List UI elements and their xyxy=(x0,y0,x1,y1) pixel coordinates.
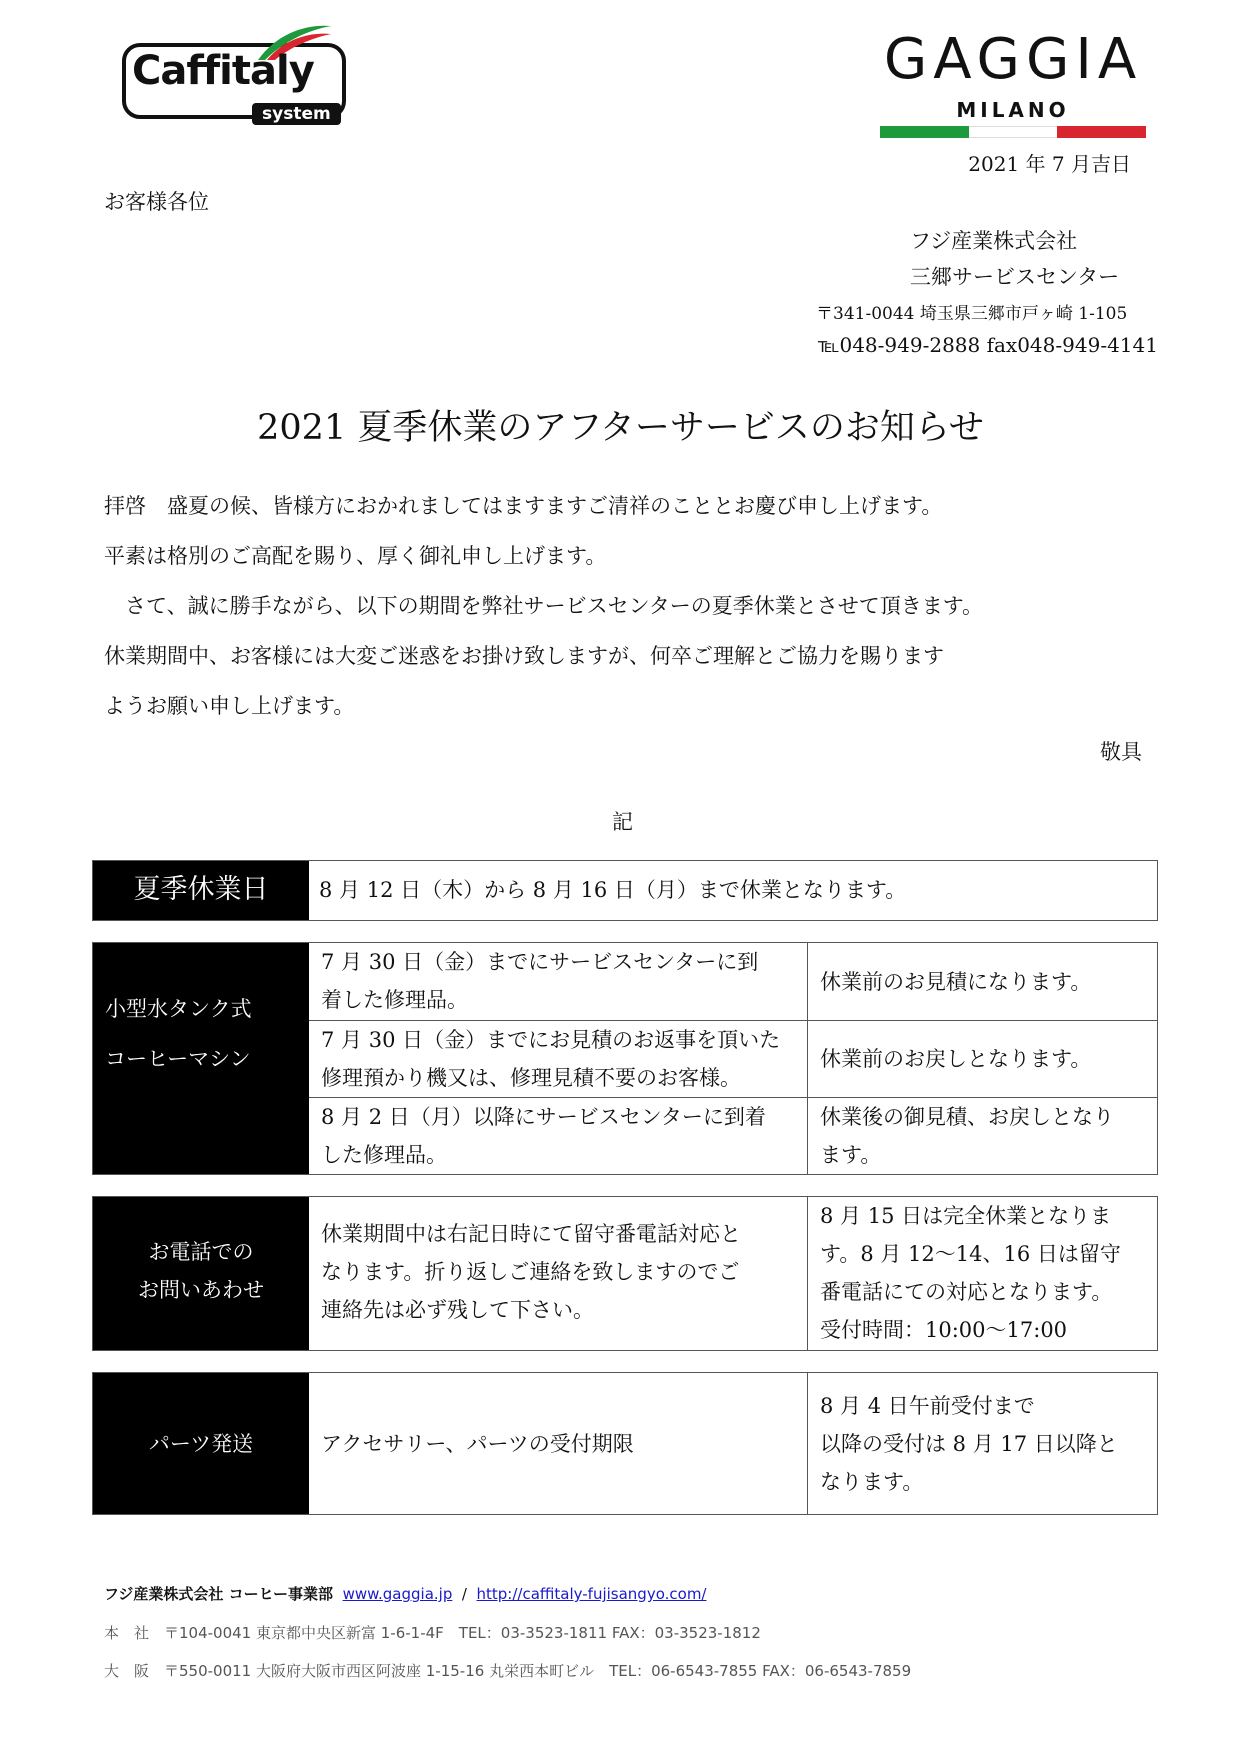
phone-inquiry-desc-line: 連絡先は必ず残して下さい。 xyxy=(321,1298,594,1322)
phone-inquiry-desc-line: なります。折り返しご連絡を致しますのでご xyxy=(321,1260,740,1284)
flag-green xyxy=(880,126,969,138)
caffitaly-link[interactable]: http://caffitaly-fujisangyo.com/ xyxy=(476,1585,707,1603)
footer-links xyxy=(104,1583,706,1604)
phone-inquiry-note-line: 番電話にての対応となります。 xyxy=(820,1280,1113,1304)
phone-inquiry-note-line: す。8 月 12～14、16 日は留守 xyxy=(820,1242,1121,1266)
holiday-header xyxy=(93,861,309,920)
holiday-table xyxy=(92,860,1158,921)
machine-header xyxy=(93,943,309,1174)
divider xyxy=(807,1197,808,1350)
holiday-header-label: 夏季休業日 xyxy=(133,874,269,905)
parts-desc: アクセサリー、パーツの受付期限 xyxy=(321,1432,634,1456)
footer-osaka: 大 阪 〒550-0011 大阪府大阪市西区阿波座 1-15-16 丸栄西本町ビル TEL：06-6543-7855 FAX：06-6543-7859 xyxy=(104,1662,912,1680)
closing: 敬具 xyxy=(1100,740,1142,764)
document-date: 2021 年 7 月吉日 xyxy=(968,152,1131,176)
machine-cond-line: 7 月 30 日（金）までにサービスセンターに到 xyxy=(321,950,759,974)
parts-table xyxy=(92,1372,1158,1515)
body-line: 平素は格別のご高配を賜り、厚く御礼申し上げます。 xyxy=(104,544,607,568)
caffitaly-wordmark: Caffitaly xyxy=(132,48,314,94)
footer-dept: フジ産業株式会社 コーヒー事業部 xyxy=(104,1585,334,1603)
body-line: 拝啓 盛夏の候、皆様方におかれましてはますますご清祥のこととお慶び申し上げます。 xyxy=(104,494,943,518)
sender-phone: ℡048-949-2888 fax048-949-4141 xyxy=(818,333,1158,357)
machine-cond-line: した修理品。 xyxy=(321,1143,447,1167)
phone-inquiry-table xyxy=(92,1196,1158,1351)
sender-company: フジ産業株式会社 xyxy=(910,229,1078,253)
phone-inquiry-header xyxy=(93,1197,309,1350)
flag-white xyxy=(969,126,1058,138)
machine-cond-line: 8 月 2 日（月）以降にサービスセンターに到着 xyxy=(321,1105,766,1129)
parts-note-line: 8 月 4 日午前受付まで xyxy=(820,1394,1035,1418)
parts-header xyxy=(93,1373,309,1514)
body-line: さて、誠に勝手ながら、以下の期間を弊社サービスセンターの夏季休業とさせて頂きます。 xyxy=(104,594,984,618)
parts-header-label: パーツ発送 xyxy=(148,1432,254,1456)
machine-cond-line: 7 月 30 日（金）までにお見積のお返事を頂いた xyxy=(321,1028,781,1052)
parts-note-line: なります。 xyxy=(820,1470,924,1494)
machine-result-line: 休業前のお見積になります。 xyxy=(820,970,1092,994)
footer-separator: / xyxy=(461,1585,467,1603)
phone-inquiry-note-line: 受付時間：10:00～17:00 xyxy=(820,1318,1068,1342)
machine-result-line: ます。 xyxy=(820,1143,882,1167)
italian-flag-stripe xyxy=(880,126,1146,138)
flag-red xyxy=(1057,126,1146,138)
caffitaly-system-label: system xyxy=(252,103,341,125)
gaggia-link[interactable]: www.gaggia.jp xyxy=(342,1585,453,1603)
machine-result-line: 休業前のお戻しとなります。 xyxy=(820,1047,1092,1071)
sender-address: 〒341-0044 埼玉県三郷市戸ヶ崎 1-105 xyxy=(816,304,1128,324)
machine-table xyxy=(92,942,1158,1175)
recipient: お客様各位 xyxy=(104,190,209,214)
phone-inquiry-header-line: お電話での xyxy=(148,1240,254,1264)
phone-inquiry-desc-line: 休業期間中は右記日時にて留守番電話対応と xyxy=(321,1222,741,1246)
sender-center: 三郷サービスセンター xyxy=(910,265,1120,289)
footer-hq: 本 社 〒104-0041 東京都中央区新富 1-6-1-4F TEL：03-3523-1811 FAX：03-3523-1812 xyxy=(104,1624,761,1642)
body-line: 休業期間中、お客様には大変ご迷惑をお掛け致しますが、何卒ご理解とご協力を賜ります xyxy=(104,644,944,668)
page-title: 2021 夏季休業のアフターサービスのお知らせ xyxy=(257,408,984,448)
machine-header-line: コーヒーマシン xyxy=(105,1047,251,1071)
divider xyxy=(807,1373,808,1514)
machine-cond-line: 着した修理品。 xyxy=(321,988,468,1012)
machine-result-line: 休業後の御見積、お戻しとなり xyxy=(820,1105,1114,1129)
phone-inquiry-note-line: 8 月 15 日は完全休業となりま xyxy=(820,1204,1112,1228)
divider xyxy=(807,943,808,1174)
parts-note-line: 以降の受付は 8 月 17 日以降と xyxy=(820,1432,1118,1456)
gaggia-milano-label: MILANO xyxy=(956,98,1070,122)
holiday-text: 8 月 12 日（木）から 8 月 16 日（月）まで休業となります。 xyxy=(319,878,907,902)
phone-inquiry-header-line: お問いあわせ xyxy=(138,1278,264,1302)
ki-mark: 記 xyxy=(612,810,633,834)
machine-header-line: 小型水タンク式 xyxy=(105,997,252,1021)
machine-cond-line: 修理預かり機又は、修理見積不要のお客様。 xyxy=(321,1066,741,1090)
gaggia-wordmark: GAGGIA xyxy=(883,27,1143,92)
body-line: ようお願い申し上げます。 xyxy=(104,694,355,718)
